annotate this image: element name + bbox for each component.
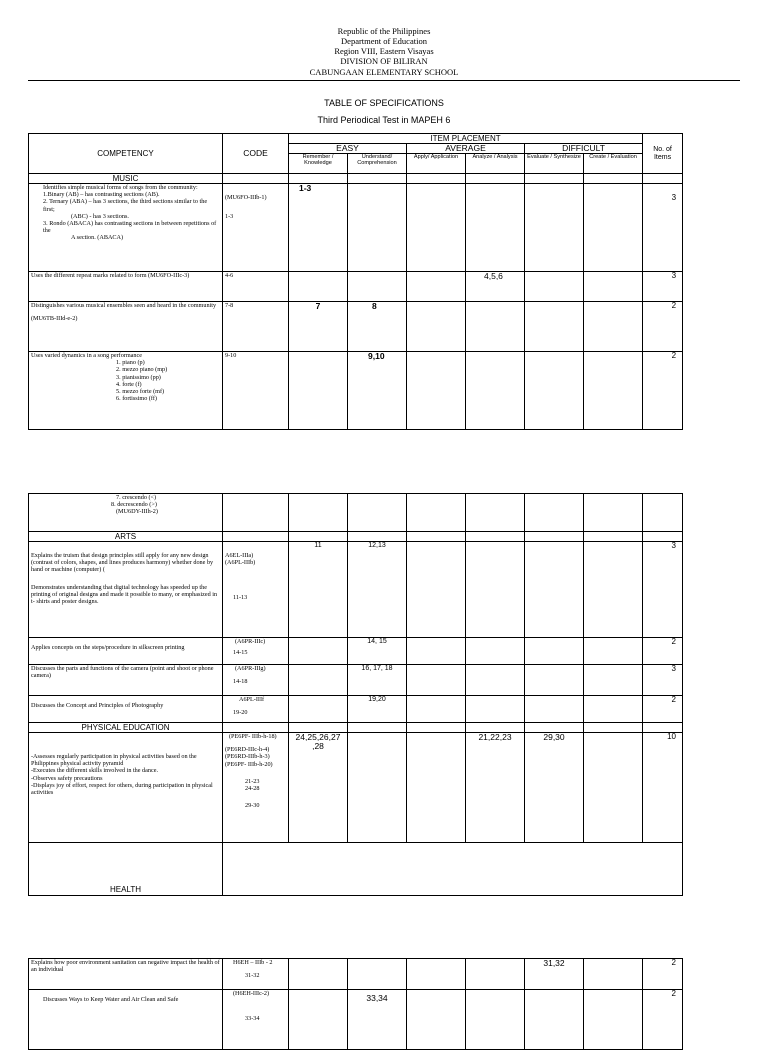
evaluate-cell: 29,30 — [525, 733, 584, 843]
republic-line: Republic of the Philippines — [337, 26, 431, 36]
items-cell: 2 — [643, 959, 683, 990]
competency-text: Explains the truism that design principles still apply for any new design (contrast of colors, shapes, and lines produces harmony) whether done by hand or machine (computer) ( — [31, 552, 214, 574]
remember-cell: 24,25,26,27 ,28 — [289, 733, 348, 843]
competency-text: -Displays joy of effort, respect for others, during participation in physical activities — [31, 781, 213, 797]
competency-cell: Uses the different repeat marks related to form (MU6FO-IIIc-3) — [29, 272, 223, 302]
evaluate-cell: 31,32 — [525, 959, 584, 990]
remember-cell: 7 — [289, 302, 348, 352]
competency-cell: Applies concepts on the steps/procedure in silkscreen printing — [29, 638, 223, 665]
table-row — [29, 184, 683, 272]
dynamic-item: 7. crescendo (<) — [116, 494, 157, 501]
items-cell: 3 — [643, 184, 683, 272]
code-cell: 7-8 — [223, 302, 289, 352]
code-cell — [223, 638, 289, 665]
items-cell: 2 — [643, 696, 683, 723]
code-text: (MU6FO-IIIb-1) — [225, 194, 267, 201]
music-label: MUSIC — [29, 174, 223, 184]
health-label: HEALTH — [29, 843, 223, 896]
code-text: (PE6PF- IIIb-h-20) — [225, 760, 273, 768]
school-line: CABUNGAAN ELEMENTARY SCHOOL — [309, 67, 459, 77]
remember-cell: 11 — [289, 542, 348, 638]
code-cell — [223, 990, 289, 1050]
health-section-row — [29, 843, 683, 896]
table-row — [29, 733, 683, 843]
understand-cell: 14, 15 — [348, 638, 407, 665]
dynamic-item: 6. fortissimo (ff) — [116, 395, 157, 403]
code-text: 24-28 — [245, 785, 260, 793]
code-header: CODE — [223, 134, 289, 174]
code-cell — [223, 733, 289, 843]
items-cell: 10 — [643, 733, 683, 843]
dynamic-item: 8. decrescendo (>) — [111, 501, 157, 509]
competency-cell — [29, 542, 223, 638]
document-title: TABLE OF SPECIFICATIONS — [324, 98, 444, 108]
code-cell — [223, 665, 289, 696]
table-row — [29, 665, 683, 696]
competency-text: Uses varied dynamics in a song performance — [31, 352, 142, 359]
easy-header: EASY — [289, 144, 407, 154]
competency-text: Identifies simple musical forms of songs from the community: — [43, 184, 198, 191]
competency-text: A section. (ABACA) — [71, 234, 124, 242]
department-line: Department of Education — [341, 36, 427, 46]
competency-cell — [29, 302, 223, 352]
competency-text: Distinguishes various musical ensembles seen and heard in the community — [31, 302, 217, 309]
remember-header: Remember / Knowledge — [289, 154, 348, 174]
competency-cell — [29, 184, 223, 272]
code-text: (A6PR-IIIg) — [235, 665, 266, 672]
code-cell — [223, 542, 289, 638]
items-cell: 3 — [643, 542, 683, 638]
competency-text: 3. Rondo (ABACA) has contrasting sections in between repetitions of the — [43, 220, 217, 235]
division-line: DIVISION OF BILIRAN — [340, 56, 428, 66]
table-row — [29, 352, 683, 430]
code-text: (PE6RD-IIIb-h-3) — [225, 753, 270, 761]
no-items-header: No. of Items — [643, 134, 683, 174]
understand-cell: 12,13 — [348, 542, 407, 638]
code-text: (PE6RD-IIIc-h-4) — [225, 746, 270, 754]
table-row — [29, 542, 683, 638]
code-cell: 4-6 — [223, 272, 289, 302]
competency-cell: Discusses the Concept and Principles of Photography — [29, 696, 223, 723]
code-text: 21-23 — [245, 777, 260, 785]
item-placement-header: ITEM PLACEMENT — [289, 134, 643, 144]
code-text: A6PL-IIIf — [239, 696, 265, 703]
code-text: 14-15 — [233, 649, 248, 657]
understand-cell: 8 — [348, 302, 407, 352]
average-header: AVERAGE — [407, 144, 525, 154]
code-text: 11-13 — [233, 594, 248, 602]
evaluate-header: Evaluate / Synthesize — [525, 154, 584, 174]
analyze-header: Analyze / Analysis — [466, 154, 525, 174]
competency-text: 1.Binary (AB) – has contrasting sections (AB). — [43, 191, 160, 199]
items-cell: 2 — [643, 302, 683, 352]
analyze-cell: 4,5,6 — [466, 272, 525, 302]
competency-cell: Discusses the parts and functions of the camera (point and shoot or phone camera) — [29, 665, 223, 696]
code-text: (H6EH-IIIc-2) — [233, 990, 270, 997]
code-text: 31-32 — [245, 972, 260, 980]
items-cell: 2 — [643, 352, 683, 430]
competency-text: (ABC) - has 3 sections. — [71, 212, 129, 220]
pe-section-row — [29, 723, 683, 733]
specifications-table-page1 — [28, 133, 683, 430]
competency-cell — [29, 733, 223, 843]
code-cell: 9-10 — [223, 352, 289, 430]
code-text: (A6PL-IIIb) — [225, 559, 256, 567]
competency-text: -Executes the different skills involved in the dance. — [31, 767, 159, 775]
code-text: A6EL-IIIa) — [225, 552, 254, 559]
region-line: Region VIII, Eastern Visayas — [334, 46, 434, 56]
table-row — [29, 302, 683, 352]
dynamic-item: 2. mezzo piano (mp) — [116, 366, 168, 374]
remember-cell: 1-3 — [289, 184, 348, 272]
code-text: (A6PR-IIIc) — [235, 638, 266, 645]
competency-text: -Assesses regularly participation in physical activities based on the Philippines physical activity pyramid — [31, 753, 197, 768]
document-subtitle: Third Periodical Test in MAPEH 6 — [317, 115, 451, 125]
pe-label: PHYSICAL EDUCATION — [29, 723, 223, 733]
competency-cell: Explains how poor environment sanitation can negative impact the health of an individual — [29, 959, 223, 990]
code-text: 19-20 — [233, 709, 248, 717]
code-text: (MU6DY-IIIh-2) — [116, 508, 158, 516]
code-text: 14-18 — [233, 678, 248, 686]
dynamic-item: 1. piano (p) — [116, 359, 145, 367]
analyze-cell: 21,22,23 — [466, 733, 525, 843]
table-row — [29, 959, 683, 990]
code-text: 29-30 — [245, 802, 260, 810]
code-text: 33-34 — [245, 1015, 260, 1023]
table-row — [29, 696, 683, 723]
code-cell — [223, 696, 289, 723]
competency-cell — [29, 494, 223, 532]
competency-cell: Discusses Ways to Keep Water and Air Clean and Safe — [29, 990, 223, 1050]
understand-cell: 33,34 — [348, 990, 407, 1050]
table-row — [29, 494, 683, 532]
code-text: H6EH – IIIb - 2 — [233, 959, 273, 966]
specifications-table-page3 — [28, 958, 683, 1050]
understand-header: Understand/ Comprehension — [348, 154, 407, 174]
table-row — [29, 638, 683, 665]
dynamic-item: 3. pianissimo (pp) — [116, 373, 161, 381]
items-cell: 2 — [643, 990, 683, 1050]
competency-text: Demonstrates understanding that digital technology has speeded up the printing of original designs and made it possible to many, or emphasized in t- shirts and poster designs. — [31, 583, 218, 606]
header-divider — [28, 80, 740, 81]
music-section-row — [29, 174, 683, 184]
table-row — [29, 990, 683, 1050]
health-blank — [223, 843, 683, 896]
arts-label: ARTS — [29, 532, 223, 542]
code-text: (PE6PF- IIIb-h-18) — [229, 733, 277, 740]
apply-header: Apply/ Application — [407, 154, 466, 174]
understand-cell: 19,20 — [348, 696, 407, 723]
understand-cell: 9,10 — [348, 352, 407, 430]
competency-cell — [29, 352, 223, 430]
items-cell: 3 — [643, 272, 683, 302]
items-cell: 3 — [643, 665, 683, 696]
code-cell — [223, 959, 289, 990]
dynamic-item: 5. mezzo forte (mf) — [116, 388, 165, 396]
competency-text: -Observes safety precautions — [31, 774, 103, 782]
code-cell — [223, 184, 289, 272]
code-text: 1-3 — [225, 213, 234, 221]
header-row-1 — [29, 134, 683, 144]
competency-text: (MU6TB-IIId-e-2) — [31, 315, 78, 323]
competency-text: 2. Ternary (ABA) – has 3 sections, the third sections similar to the first; — [43, 198, 208, 213]
create-header: Create / Evaluation — [584, 154, 643, 174]
competency-header: COMPETENCY — [29, 134, 223, 174]
specifications-table-page2 — [28, 493, 683, 896]
dynamic-item: 4. forte (f) — [116, 380, 142, 388]
understand-cell: 16, 17, 18 — [348, 665, 407, 696]
items-cell: 2 — [643, 638, 683, 665]
difficult-header: DIFFICULT — [525, 144, 643, 154]
arts-section-row — [29, 532, 683, 542]
table-row — [29, 272, 683, 302]
